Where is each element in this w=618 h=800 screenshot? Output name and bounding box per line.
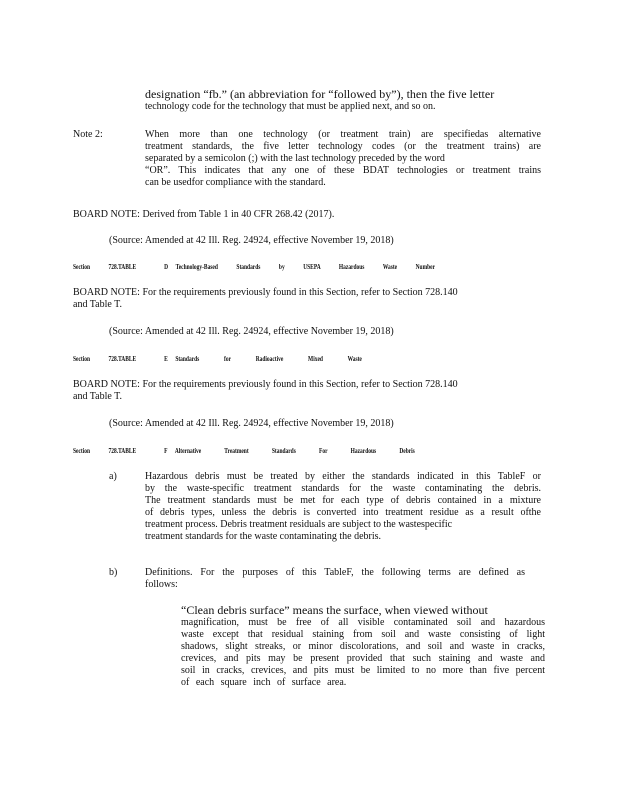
section-d-word: Section — [73, 263, 90, 271]
definition-line-3: waste except that residual staining from soil and waste consisting of light — [181, 629, 545, 640]
definition-line-1: “Clean debris surface” means the surface, when viewed without — [181, 603, 488, 617]
definition-line-2: magnification, must be free of all visible contaminated soil and hazardous — [181, 617, 545, 628]
section-d-table-label: 728.TABLE — [108, 263, 137, 271]
source-note-1: (Source: Amended at 42 Ill. Reg. 24924, effective November 19, 2018) — [109, 235, 394, 246]
section-e-table-label: 728.TABLE — [108, 355, 137, 363]
item-b-line-1: Definitions. For the purposes of this TableF, the following terms are defined as — [145, 567, 525, 578]
item-a-line-1: Hazardous debris must be treated by either the standards indicated in this TableF or — [145, 471, 541, 482]
section-e-heading — [73, 355, 362, 364]
note-2-line-2: treatment standards, the five letter technology codes (or the treatment trains) are — [145, 141, 541, 152]
item-a-line-3: The treatment standards must be met for each type of debris contained in a mixture — [145, 495, 541, 506]
note-2-line-5: can be usedfor compliance with the standard. — [145, 177, 326, 188]
definition-line-6: soil in cracks, crevices, and pits must be limited to no more than five percent — [181, 665, 545, 676]
section-d-heading — [73, 263, 435, 272]
note-2-line-3: separated by a semicolon (;) with the last technology preceded by the word — [145, 153, 445, 164]
definition-line-4: shadows, slight streaks, or minor discolorations, and soil and waste in cracks, — [181, 641, 545, 652]
board-note-3 — [73, 379, 543, 403]
section-d-letter: D — [164, 263, 169, 271]
source-note-2: (Source: Amended at 42 Ill. Reg. 24924, effective November 19, 2018) — [109, 326, 394, 337]
item-b-label: b) — [109, 567, 118, 578]
board-note-3-line-2: and Table T. — [73, 391, 123, 402]
section-e-word: Section — [73, 355, 90, 363]
item-a-line-4: of debris types, unless the debris is converted into treatment residue as a result ofthe — [145, 507, 541, 518]
definition-line-7: of each square inch of surface area. — [181, 677, 347, 688]
note-2-line-1: When more than one technology (or treatment train) are specifiedas alternative — [145, 129, 541, 140]
item-a-body — [145, 471, 541, 543]
section-d-title: Technology-Based Standards by USEPA Hazardous Waste Number — [175, 263, 436, 271]
definition-clean-debris-surface — [181, 604, 545, 689]
item-a-line-6: treatment standards for the waste contaminating the debris. — [145, 531, 382, 542]
item-a-label: a) — [109, 471, 117, 482]
note-2-label: Note 2: — [73, 129, 103, 140]
note-2-line-4: “OR”. This indicates that any one of these BDAT technologies or treatment trains — [145, 165, 541, 176]
board-note-2-line-1: BOARD NOTE: For the requirements previously found in this Section, refer to Section 728.140 — [73, 287, 458, 298]
section-f-heading — [73, 447, 415, 456]
source-note-3: (Source: Amended at 42 Ill. Reg. 24924, effective November 19, 2018) — [109, 418, 394, 429]
item-b-body — [145, 567, 525, 591]
definition-line-5: crevices, and pits may be present provided that such staining and waste and — [181, 653, 545, 664]
top-paragraph — [145, 88, 495, 113]
section-f-title: Alternative Treatment Standards For Hazardous Debris — [174, 447, 415, 455]
board-note-1: BOARD NOTE: Derived from Table 1 in 40 CFR 268.42 (2017). — [73, 209, 335, 220]
board-note-3-line-1: BOARD NOTE: For the requirements previously found in this Section, refer to Section 728.140 — [73, 379, 458, 390]
item-b-line-2: follows: — [145, 579, 178, 590]
item-a-line-2: by the waste-specific treatment standards for the waste contaminating the debris. — [145, 483, 541, 494]
note-2-body — [145, 129, 541, 189]
top-paragraph-line-2: technology code for the technology that must be applied next, and so on. — [145, 101, 436, 112]
board-note-2-line-2: and Table T. — [73, 299, 123, 310]
section-f-table-label: 728.TABLE — [108, 447, 137, 455]
board-note-2 — [73, 287, 543, 311]
section-f-word: Section — [73, 447, 90, 455]
section-e-letter: E — [164, 355, 168, 363]
item-a-line-5: treatment process. Debris treatment residuals are subject to the wastespecific — [145, 519, 453, 530]
section-f-letter: F — [164, 447, 168, 455]
top-paragraph-line-1: designation “fb.” (an abbreviation for “followed by”), then the five letter — [145, 87, 495, 101]
section-e-title: Standards for Radioactive Mixed Waste — [175, 355, 362, 363]
